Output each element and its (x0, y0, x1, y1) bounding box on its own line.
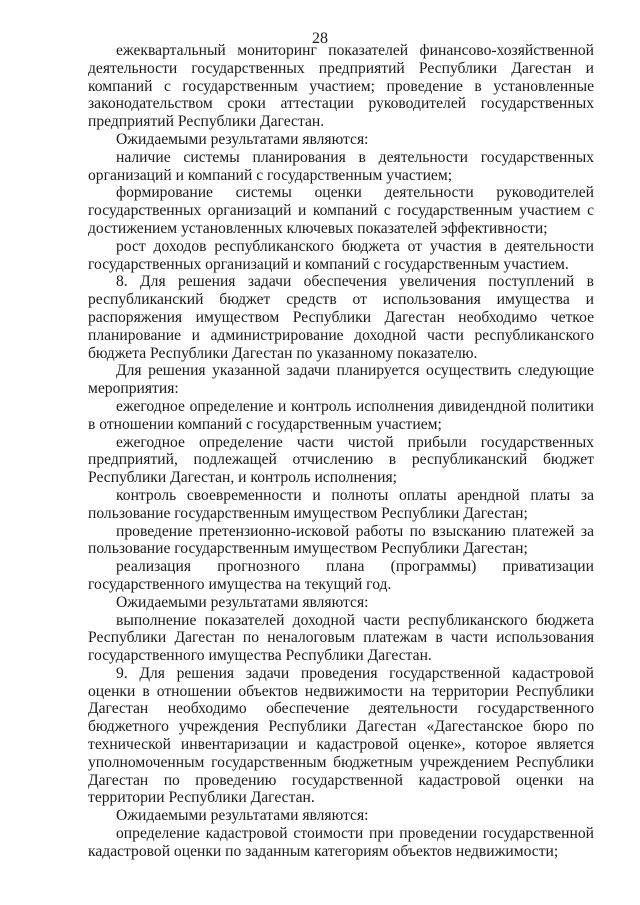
paragraph: формирование системы оценки деятельности руководителей государственных организаций и компаний с государственным участием с достижением установленных ключевых показателей эффективности; (88, 184, 594, 237)
paragraph: наличие системы планирования в деятельности государственных организаций и компаний с государственным участием; (88, 148, 594, 184)
body-text (88, 42, 594, 861)
paragraph: проведение претензионно-исковой работы по взысканию платежей за пользование государственным имуществом Республики Дагестан; (88, 522, 594, 558)
page-number: 28 (312, 30, 328, 47)
paragraph: Ожидаемыми результатами являются: (116, 130, 369, 148)
paragraph: ежеквартальный мониторинг показателей финансово-хозяйственной деятельности государственных предприятий Республики Дагестан и компаний с государственным участием; проведение в установленные законодательством сроки аттестации руководителей государственных предприятий Республики Дагестан. (88, 42, 594, 131)
paragraph: выполнение показателей доходной части республиканского бюджета Республики Дагестан по неналоговым платежам в части использования государственного имущества Республики Дагестан. (88, 611, 594, 665)
paragraph: реализация прогнозного плана (программы) приватизации государственного имущества на текущий год. (88, 558, 594, 593)
paragraph: Ожидаемыми результатами являются: (116, 593, 369, 611)
paragraph: определение кадастровой стоимости при проведении государственной кадастровой оценки по заданным категориям объектов недвижимости; (88, 825, 594, 860)
paragraph: Для решения указанной задачи планируется осуществить следующие мероприятия: (88, 362, 594, 398)
paragraph: контроль своевременности и полноты оплаты арендной платы за пользование государственным имуществом Республики Дагестан; (88, 486, 594, 522)
paragraph: рост доходов республиканского бюджета от участия в деятельности государственных организаций и компаний с государственным участием. (88, 237, 594, 273)
paragraph: ежегодное определение и контроль исполнения дивидендной политики в отношении компаний с государственным участием; (88, 397, 594, 433)
paragraph: 8. Для решения задачи обеспечения увеличения поступлений в республиканский бюджет средств от использования имущества и распоряжения имуществом Республики Дагестан необходимо четкое планирование и администрирование доходной части республиканского бюджета Республики Дагестан по указанному показателю. (88, 273, 594, 362)
paragraph: 9. Для решения задачи проведения государственной кадастровой оценки в отношении объектов недвижимости на территории Республики Дагестан необходимо обеспечение деятельности государственного бюджетного учреждения Республики Дагестан «Дагестанское бюро по технической инвентаризации и кадастровой оценке», которое является уполномоченным государственным бюджетным учреждением Республики Дагестан по проведению государственной кадастровой оценки на территории Республики Дагестан. (88, 664, 594, 807)
paragraph: ежегодное определение части чистой прибыли государственных предприятий, подлежащей отчислению в республиканский бюджет Республики Дагестан, и контроль исполнения; (88, 433, 594, 487)
paragraph: Ожидаемыми результатами являются: (116, 807, 369, 825)
